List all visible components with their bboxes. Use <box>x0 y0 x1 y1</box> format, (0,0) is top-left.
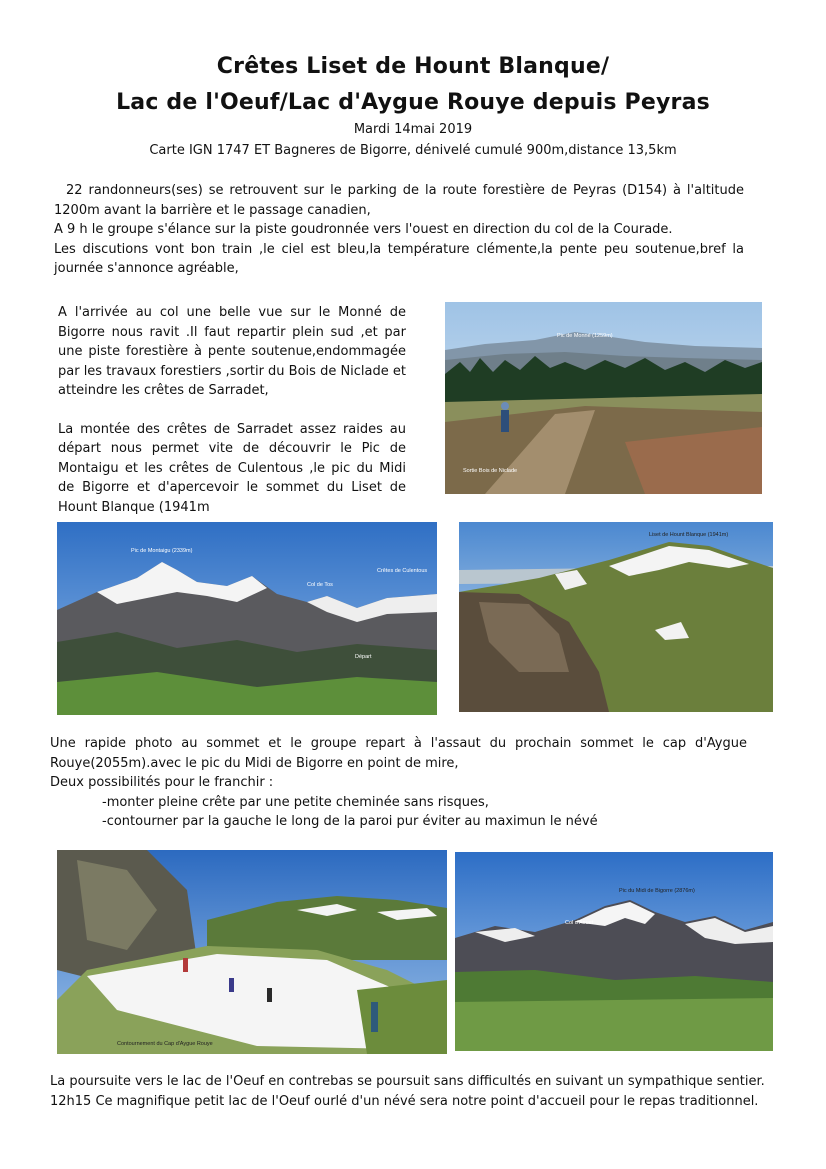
photo1-label-bottom: Sortie Bois de Niclade <box>463 468 518 474</box>
photo3-label-a: Liset de Hount Blanque (1941m) <box>649 532 729 538</box>
section3-list-item-1: -monter pleine crête par une petite cheminée sans risques, <box>102 794 489 810</box>
photo5-label-b: Col d'Aouet <box>565 920 594 926</box>
section3-text <box>50 734 747 832</box>
section3-list-item-2: -contourner par la gauche le long de la paroi pur éviter au maximun le névé <box>102 814 598 829</box>
page-title-line1: Crêtes Liset de Hount Blanque/ <box>216 54 610 79</box>
section2-paragraph-2: La montée des crêtes de Sarradet assez raides au départ nous permet vite de découvrir le Pic de Montaigu et les crêtes de Culentous ,le pic du Midi de Bigorre et d'apercevoir le sommet du Liset de Hount Blanque (1941m <box>58 421 406 515</box>
section4-text <box>50 1072 770 1111</box>
photo4-label-a: Contournement du Cap d'Aygue Rouye <box>117 1041 213 1047</box>
section3-paragraph-1: Une rapide photo au sommet et le groupe repart à l'assaut du prochain sommet le cap d'Aygue Rouye(2055m).avec le pic du Midi de Bigorre en point de mire, <box>50 736 747 771</box>
date-line: Mardi 14mai 2019 <box>353 122 473 137</box>
map-info-line: Carte IGN 1747 ET Bagneres de Bigorre, dénivelé cumulé 900m,distance 13,5km <box>149 143 677 158</box>
photo-contournement-cap-aygue-rouye <box>57 850 447 1054</box>
page-title-line2: Lac de l'Oeuf/Lac d'Aygue Rouye depuis Peyras <box>116 90 710 115</box>
intro-paragraph-1: 22 randonneurs(ses) se retrouvent sur le parking de la route forestière de Peyras (D154) à l'altitude 1200m avant la barrière et le passage canadien, <box>54 183 744 218</box>
photo5-label-a: Pic du Midi de Bigorre (2876m) <box>619 888 695 894</box>
photo-pic-du-midi-de-bigorre <box>455 852 773 1051</box>
photo2-label-b: Col de Tos <box>307 582 333 588</box>
photo2-label-c: Crêtes de Culentous <box>377 568 428 574</box>
intro-section <box>54 181 744 279</box>
photo2-label-a: Pic de Montaigu (2339m) <box>131 548 193 554</box>
intro-paragraph-2: A 9 h le groupe s'élance sur la piste goudronnée vers l'ouest en direction du col de la Courade. <box>54 222 673 237</box>
photo2-label-d: Départ <box>355 654 372 660</box>
photo-pic-de-montaigu <box>57 522 437 715</box>
photo1-label-top: Pic de Monné (1259m) <box>557 333 613 339</box>
photo-liset-de-hount-blanque <box>459 522 773 712</box>
section2-paragraph-1: A l'arrivée au col une belle vue sur le Monné de Bigorre nous ravit .Il faut repartir plein sud ,et par une piste forestière à pente soutenue,endommagée par les travaux forestiers ,sortir du Bois de Niclade et atteindre les crêtes de Sarradet, <box>58 305 406 398</box>
intro-paragraph-3: Les discutions vont bon train ,le ciel est bleu,la température clémente,la pente peu soutenue,bref la journée s'annonce agréable, <box>54 241 744 276</box>
section3-paragraph-2: Deux possibilités pour le franchir : <box>50 775 274 790</box>
section2-text <box>58 303 406 517</box>
section4-paragraph-2: 12h15 Ce magnifique petit lac de l'Oeuf ourlé d'un névé sera notre point d'accueil pour le repas traditionnel. <box>50 1093 759 1109</box>
photo-monne-de-bigorre <box>445 302 762 494</box>
section4-paragraph-1: La poursuite vers le lac de l'Oeuf en contrebas se poursuit sans difficultés en suivant un sympathique sentier. <box>50 1074 765 1089</box>
